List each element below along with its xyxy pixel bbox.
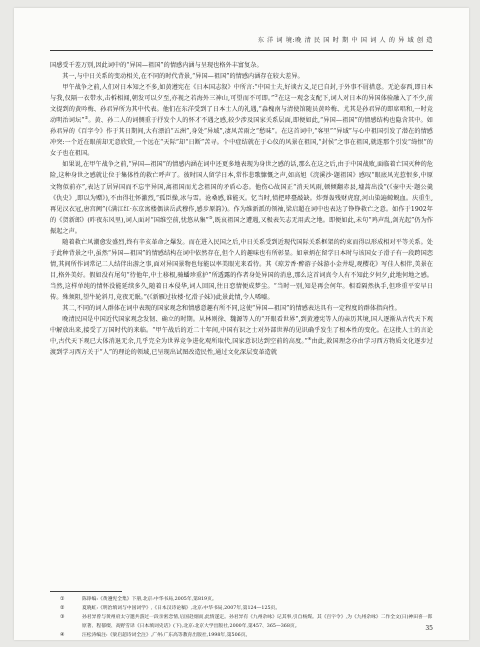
paragraph-text: 随着救亡风潮愈发盛烈,终有辛亥革命之爆发。而在进入民国之后,中日关系受到近现代国际关系框架的约束而得以形成相对平等关系。处于此种背景之中,虽然“异国—祖国”的情感结构在词中依然存在,但个人的趣味也有所彰显。如章炳在留学日本时与该国女子滑子有一段跨国恋情,其间所作词常记二人结伴出游之事,面对异国景物也每能以率美眼光来看待。其《琼芳香·醉游子妹游小金井堤,观樱花》写佳人相伴,美景在目,格外美好。假如没有尾句“待他年,中土移根,骑蟠珍重护”所透露的作者身处异国的消息,那么这首词真令人有不知此夕何夕,此地何地之感。当然,这样单纯的情怀没能延续多久,随着日本侵华,词人回国,往日恋情便成梦尘。“当时一别,知是再会何年。相看隔然执手,但珍重平安早日传。殊须阻,望牛轮斜月,竟夜无眠。”(《新雁过妆楼·忆滑子妹》)此景此情,令人唏嘘。 [50,238,433,301]
footnote-divider [50,591,122,592]
footnote-mark: ① [60,597,65,602]
footnote-mark: ④ [60,632,65,638]
running-header: 东 洋 词 境:晚 清 民 国 时 期 中 国 词 人 的 异 域 创 造 [50,36,433,51]
footnote-item [50,614,433,632]
paragraph-text: 。黄、孙二人的词侧重于抒发个人的怀才不遇之感,较少涉及国家关系层面,即便如此,“异国—祖国”的情感结构也隐含其中。如孙君异的《百字令》作于其日期间,大有漂泊“五洲”,身处“异域”,凄风苦雨之“愁味”。在这首词中,“客里”“异域”与心中祖国引发了潜在的情感冲突:一个近在眼前却无意欣赏,一个远在“天际”却“日断”苦寻。个中症结就在于心仪的风景在祖国,“封侯”之事在祖国,就连那个引发“绮恨”的女子也在祖国。 [50,117,434,158]
footnote-marker[interactable]: ② [84,115,89,121]
footnote-text: 夏晓虹:《明治填词与中国词学》,《日本汉诗论稿》,北京:中华书局,2007年,第124—125页。 [82,605,281,611]
body-text [50,60,433,358]
body-paragraph [50,82,433,159]
footnote-marker[interactable]: ③ [208,214,213,220]
paragraph-text: ,既哀祖国之遭遇,又极表矢志无用武之地。即便如此,未句“鸡声乱,剑光起”仍为作振起之声。 [50,216,433,235]
footnote-marker[interactable]: ④ [307,336,312,342]
footnote-item [50,632,433,641]
page-number: 35 [425,625,433,632]
footnote-mark: ② [60,605,65,611]
body-paragraph [50,159,433,236]
paragraph-text: 晚清民国是中国近代国家观念发韧、确立的时期。从林则徐、魏源等人的“开眼看世界”,到黄遵宪等人的亲历其境,国人逐渐从古代天下观中解放出来,接受了万国时代的来临。“甲午战后的近二十年间,中国有识之士对外部世界的见识确乎发生了根本性的变化。在这批人士的言论中,古代天下观已大体消退无余,几乎完全为世界竞争进化观所取代,国家意识达到空前的高度。” [50,316,433,346]
footnote-item [50,596,433,605]
paragraph-text: 由此,救国理念亦由学习西方物质文化逐步过渡到学习西方关于“人”的理论的领域,已呈现出试图改造民性,通过文化深层变革造就 [50,338,433,357]
paragraph-text: 国感受千差万别,因此词中的“异国—祖国”的情感内涵与呈现也格外丰富复杂。 [50,62,263,69]
paragraph-text: 在这一观念支配下,词人对日本的异国体验融入了不少,前文提到的黄吟梅、孙君异所为其中代表。他们在东洋受到了日本士人的礼遇,“淼槐南与清使馆随员黄吟梅、尤其是孙君异的即席唱和,一时竞动明治词坛” [50,95,433,125]
footnote-item [50,605,433,614]
body-paragraph [50,314,433,358]
footnote-marker[interactable]: ① [274,93,279,99]
footnote-text: 孙君异曾与黄州府太守邀共游过一段亲密恋情,后国赴烟而,此情遂定。孙君异有《九州杂咏》记其事,引自杨煤。其《百字令》,为《九州杂咏》二作全文(日)神田喜一郎原著、程郁缀、高野雪译《日本填词史话》(下),北京:北京大学出版社,2000年,第457、365—368页。 [82,614,433,629]
footnote-text: 陈铮编:《黄遵宪全集》下册,北京:中华书局,2005年,第819页。 [82,597,217,602]
body-paragraph [50,303,433,314]
body-paragraph [50,237,433,303]
paragraph-text: 如果说,在甲午战争之前,“异国—祖国”的情感内涵在词中还更多地表现为身世之感的话,那么在这之后,由于中国战败,面临着亡国灭种的危险,这种身世之感就让位于集体性的救亡呼声了。彼时国人留学日本,常作悲歌慷慨之声,如高旭《浣溪沙·题祖国》感叹“眼底风光惹恨多,中原文物似前亦”,表达了居异国而不忘宇异国,离祖国而尤念祖国的矛盾心态。他伤心故国正“消天风雨,顿倾翻赤县,墟蒿出没”(《壶中天·题公羹《仇史》,即以为赠》),不由得壮怀激烈,“孤臣操,冰与雪。沧桑感,谁能灭。忆当时,愤把哮臺敲缺。炸弹轰残财虎窟,河山染遍鲸鲵血。庆重生,再见汉衣冠,唐宫阙”(《满江红·东京寓楼偶读岳武穆作,感步原韵》)。作为维新派的领袖,梁启超在词中也表达了铮铮救亡之意。如作于1902年的《贺新郎》(昨夜东风里),词人面对“国维空前,忧悠从集” [50,161,433,224]
footnotes [50,596,433,641]
body-paragraph [50,60,433,71]
paragraph-text: 其一,与中日关系的变动相关,在不同的时代背景,“异国—祖国”的情感内涵存在较大差异。 [62,73,304,81]
journal-page [14,8,469,640]
paragraph-text: 甲午战争之前,人们对日本知之不多,如黄遵宪在《日本国志叙》中所言:“中国士夫,好谈古义,足已自封,于外事不屑措意。无论泰西,即日本与我,仅隔一衣带水,击柝相闻,朝发可以夕至,亦视之若海外三神山,可望而不可即。” [50,84,433,103]
footnote-text: 汪松涛编注:《梁启超诗词全注》,广州:广东高等教育出版社,1998年,第506页。 [82,632,251,638]
footnote-mark: ③ [60,614,65,620]
paragraph-text: 其二,不同的词人群体在词中表现的国家观念和情感意趣有所不同,这使“异国—祖国”的情感表达具有一定程度的群体指向性。 [62,305,401,313]
body-paragraph [50,71,433,82]
